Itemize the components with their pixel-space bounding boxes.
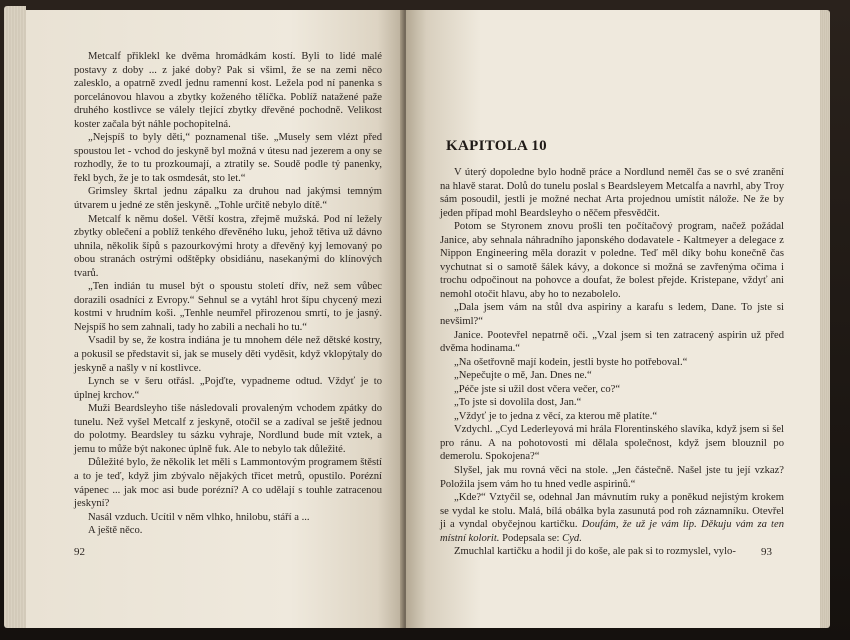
book-page-edges-right: [820, 10, 830, 628]
paragraph: Vzdychl. „Cyd Lederleyová mi hrála Florentinského slavíka, když jsem si šel pro ránu. A na pohotovosti mi dělala společnost, když jsem blouznil po demerolu. Spokojena?“: [440, 424, 784, 463]
paragraph: V úterý dopoledne bylo hodně práce a Nordlund neměl čas se o své zranění na hlavě starat. Dolů do tunelu poslal s Beardsleyem Metcalfa a navrhl, aby Troy sám posoudil, jestli je možné nechat Arta projednou umístit nálože. Ne že by jeden případ mohl Beardsleyho o něčem přesvědčit.: [440, 167, 784, 219]
note-signed-text: Podepsala se:: [499, 532, 563, 544]
paragraph-text: „Kde?“ Vztyčil se, odehnal Jan mávnutím ruky a poněkud nejistým krokem se vydal ke stolu. Malá, bílá obálka byla zasunutá pod roh záznamníku. Otevřel ji a vyndal obyčejnou kartičku.: [440, 492, 784, 531]
paragraph: Metcalf přiklekl ke dvěma hromádkám kostí. Byli to lidé malé postavy z doby ... z jaké doby? Pak si všiml, že se na zemi něco zalesklo, a opatrně zvedl jednu ramenní kost. Ležela pod ní panenka s porcelánovou hlavou a zbytky koženého tělíčka. Poblíž natažené paže druhého kostlivce se válely tlející zbytky dřevěné pochodně. Velikost koster začala být náhle pochopitelná.: [74, 51, 382, 130]
paragraph: „Na ošetřovně mají kodein, jestli byste ho potřeboval.“: [454, 356, 688, 368]
paragraph: „Nejspíš to byly děti,“ poznamenal tiše. „Musely sem vlézt před spoustou let - vchod do jeskyně byl možná v útesu nad jezerem a ony se rozhodly, že to tu prozkoumají, a ztratily se. Soudě podle tý panenky, řekl bych, že je to tak osmdesát, sto let.“: [74, 132, 382, 184]
paragraph-with-note: [440, 491, 784, 545]
paragraph: „Péče jste si užil dost včera večer, co?“: [454, 383, 621, 395]
note-text-italic: Doufám, že už je vám líp. Děkuju vám za ten místní kolorit.: [440, 519, 785, 544]
page-number-right: 93: [761, 546, 772, 558]
paragraph: Grimsley škrtal jednu zápalku za druhou nad jakýmsi temným útvarem u jedné ze stěn jeskyně. „Tohle určitě nebylo dítě.“: [74, 186, 382, 212]
left-page-text: [74, 50, 382, 538]
left-page: [26, 10, 404, 628]
paragraph: „To jste si dovolila dost, Jan.“: [454, 397, 582, 409]
right-page-text: [440, 166, 784, 559]
paragraph: Zmuchlal kartičku a hodil ji do koše, ale pak si to rozmyslel, vylo-: [454, 546, 736, 558]
paragraph: Janice. Pootevřel nepatrně oči. „Vzal jsem si ten zatracený aspirin už před dvěma hodinama.“: [440, 329, 784, 355]
paragraph: Vsadil by se, že kostra indiána je tu mnohem déle než dětské kostry, a pokusil se představit si, jak se musely děti vyděsit, když vklopýtaly do jeskyně a našly v ní kostlivce.: [74, 335, 382, 374]
paragraph: Důležité bylo, že několik let měli s Lammontovým programem štěstí a to je teď, když jim zbývalo nějakých třicet metrů, opustilo. Porézní vápenec ... jak moc asi bude porézní? A co udělají s touhle zatracenou jeskyní?: [74, 457, 382, 510]
paragraph: Metcalf k němu došel. Větší kostra, zřejmě mužská. Pod ní ležely zbytky oblečení a poblíž tenkého dřevěného luku, jehož tětiva už dávno uhnila, několik šípů s pazourkovými hroty a dřevěný kyj lemovaný po obou stranách ostrými odštěpky obsidiánu, nasekanými do klínových tvarů.: [74, 213, 382, 279]
paragraph: A ještě něco.: [88, 525, 143, 537]
note-signature: Cyd.: [562, 532, 582, 544]
paragraph: Lynch se v šeru otřásl. „Pojďte, vypadneme odtud. Vždyť je to úplnej krchov.“: [74, 376, 382, 401]
paragraph: Nasál vzduch. Ucítil v něm vlhko, hnilobu, stáří a ...: [88, 511, 310, 523]
page-number-left: 92: [74, 546, 85, 558]
paragraph: „Nepečujte o mě, Jan. Dnes ne.“: [454, 370, 592, 382]
paragraph: „Vždyť je to jedna z věcí, za kterou mě platíte.“: [454, 410, 658, 422]
chapter-title: KAPITOLA 10: [446, 138, 547, 154]
book-page-edges-left: [4, 6, 26, 628]
paragraph: Slyšel, jak mu rovná věci na stole. „Jen částečně. Našel jste tu její vzkaz? Položila jsem vám ho tu hned vedle aspirinů.“: [440, 465, 784, 490]
paragraph: „Ten indián tu musel být o spoustu století dřív, než sem vůbec dorazili osadníci z Evropy.“ Sehnul se a vytáhl hrot šípu chycený mezi kostmi v hrudním koši. „Tenhle neumřel přirozenou smrtí, to je jasný. Nejspíš ho sem zahnali, tady ho zabili a nechali ho tu.“: [74, 281, 382, 333]
paragraph: Muži Beardsleyho tiše následovali provaleným vchodem zpátky do tunelu. Než vyšel Metcalf z jeskyně, otočil se a zadíval se ještě jednou do polotmy. Beardsley tu sázku vyhraje, Nordlund bude mít vztek, a jemu to může být nakonec úplně fuk. Ale to nebylo tak důležité.: [74, 403, 382, 455]
paragraph: „Dala jsem vám na stůl dva aspiriny a karafu s ledem, Dane. To jste si nevšiml?“: [440, 302, 784, 328]
paragraph: Potom se Styronem znovu prošli ten počítačový program, načež požádal Janice, aby sehnala náhradního japonského dodavatele - Kaltmeyer a delegace z Nippon Engineering měla dorazit v poledne. Teď měl díky bohu konečně čas vychutnat si o samotě šálek kávy, a dokonce si možná se zavřenýma očima i trochu odpočinout na pohovce a doufat, že bolest přejde. Kristepane, vždyť ani nemohl otočit hlavu, aby ho to nezabolelo.: [440, 221, 784, 300]
right-page: [406, 10, 820, 628]
